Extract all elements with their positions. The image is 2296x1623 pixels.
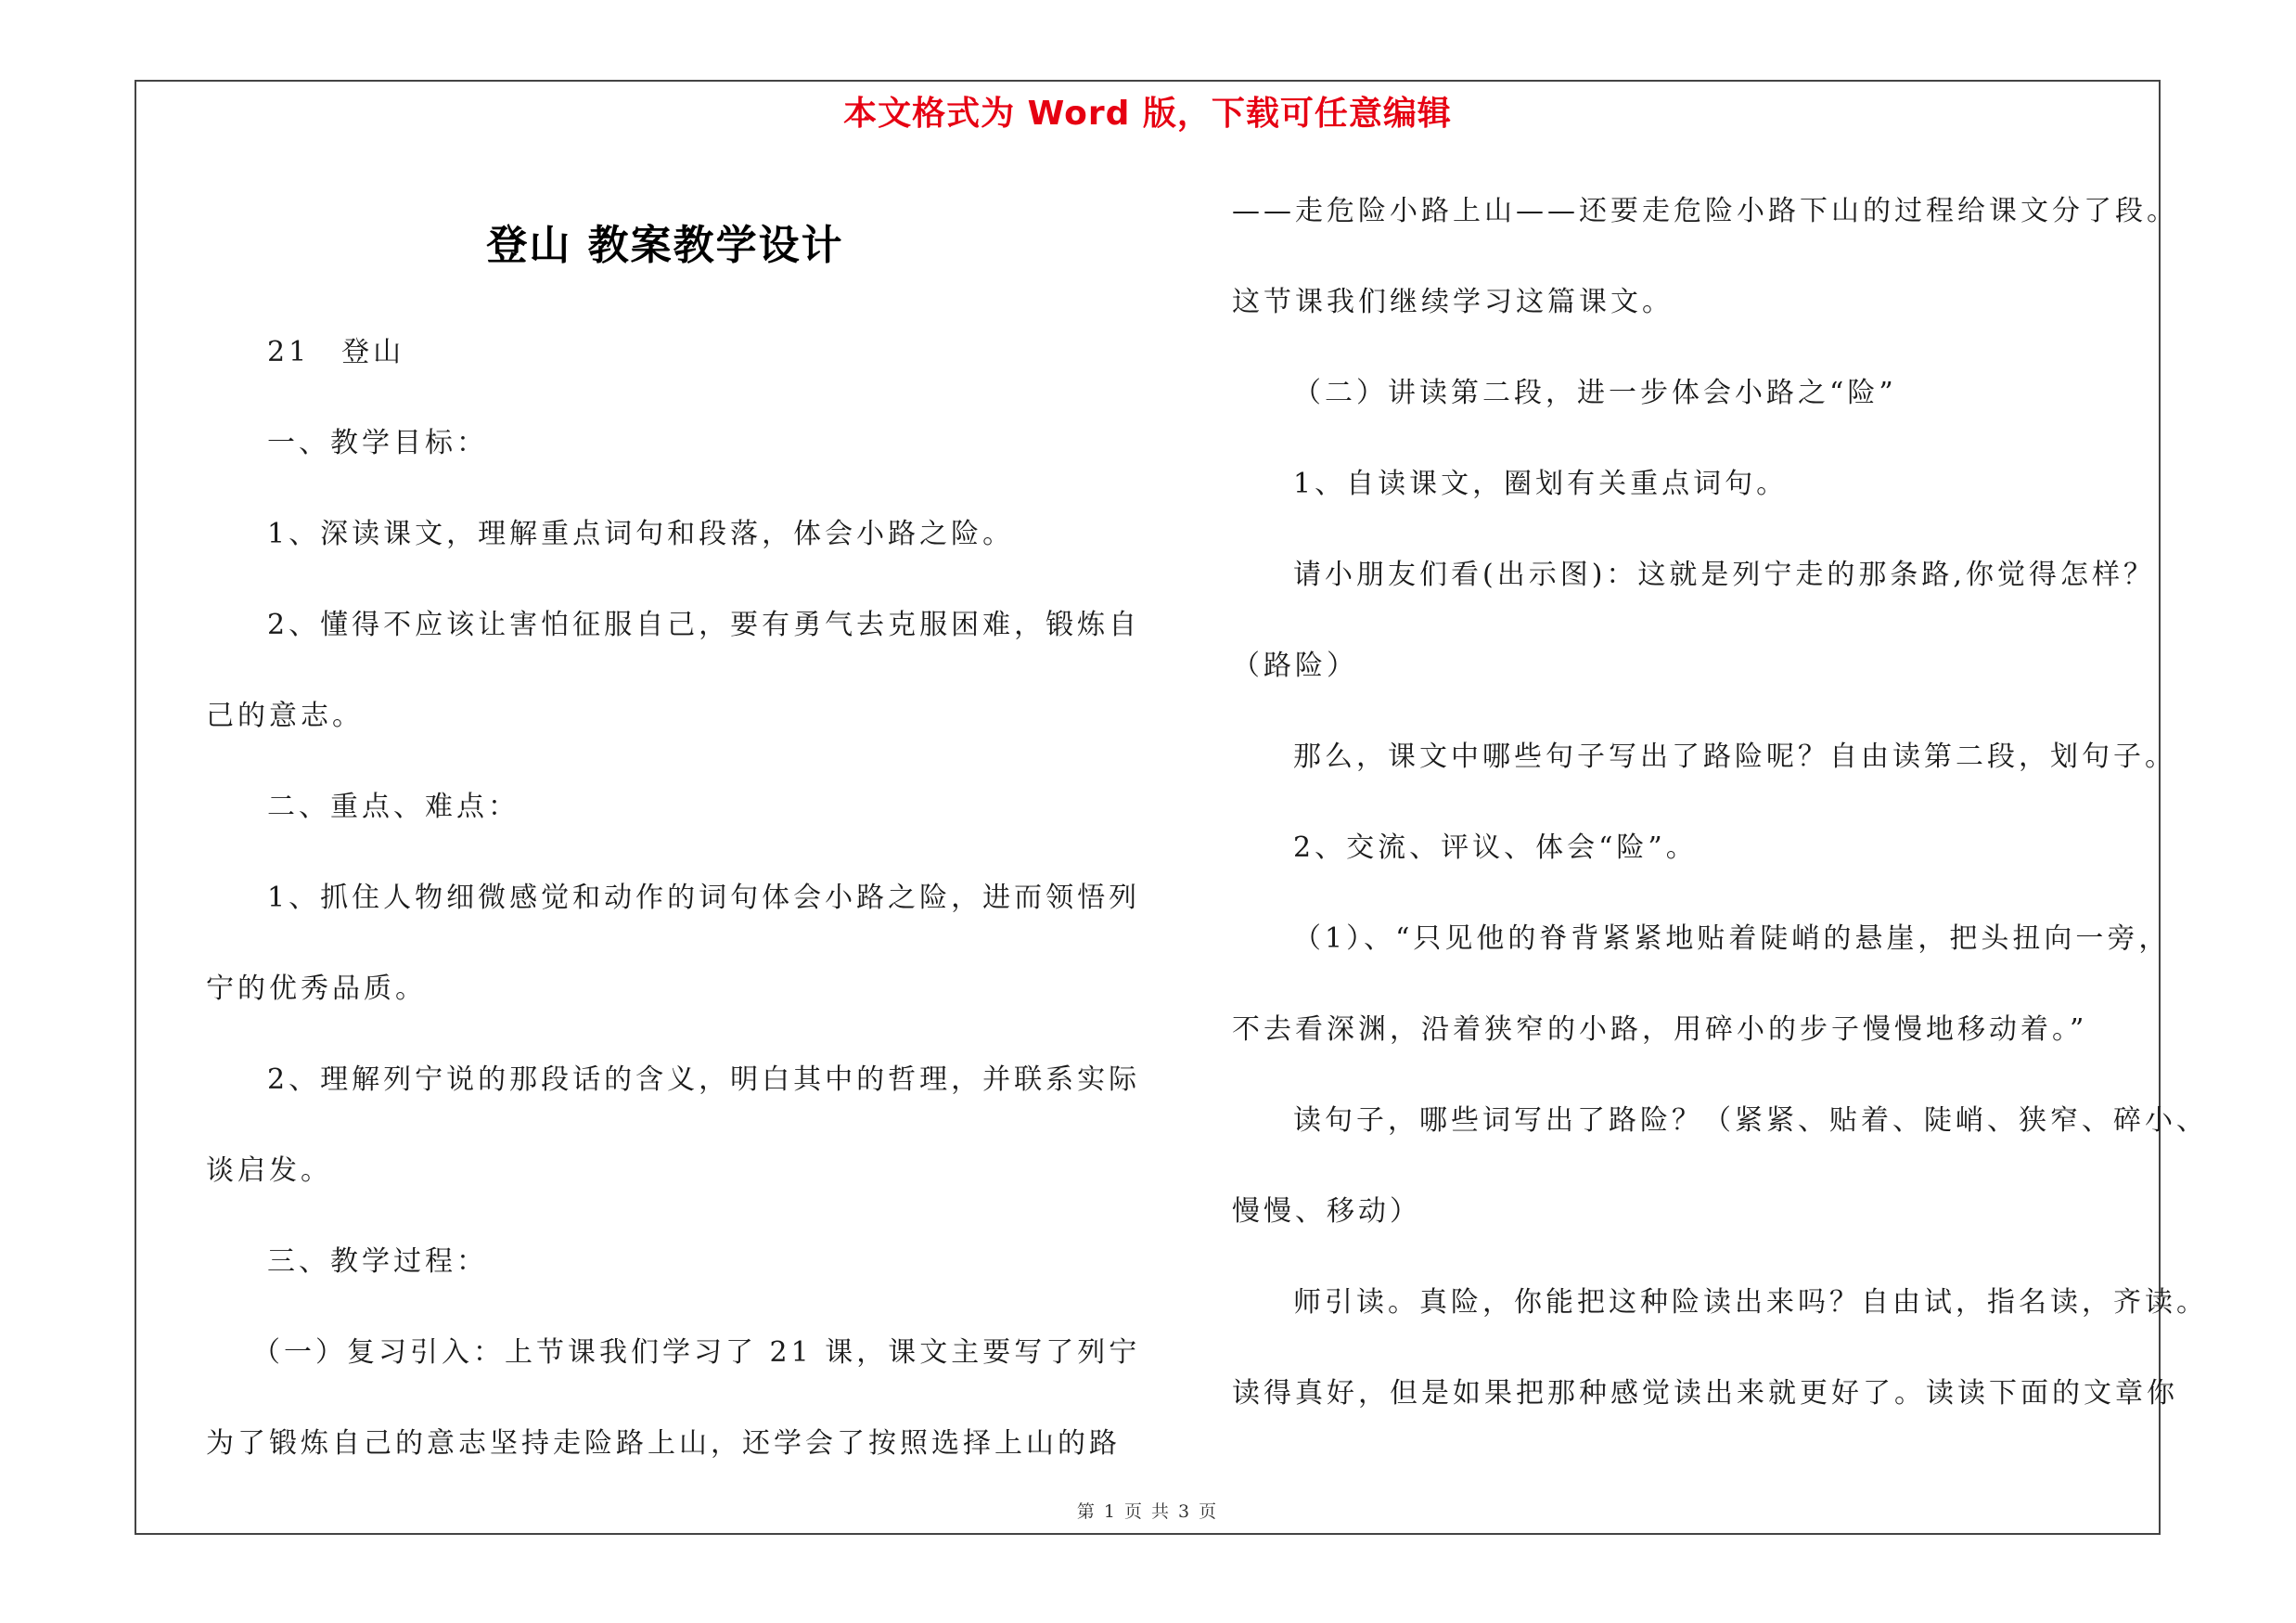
- paragraph-line: （路险）: [1232, 650, 1358, 682]
- section-heading-objectives: 一、教学目标：: [267, 427, 488, 459]
- quoted-sentence: （1）、“只见他的脊背紧紧地贴着陡峭的悬崖，把头扭向一旁，: [1293, 922, 2171, 955]
- lesson-heading: 21 登山: [267, 336, 405, 368]
- paragraph-line: 宁的优秀品质。: [206, 973, 427, 1005]
- paragraph-line: 1、抓住人物细微感觉和动作的词句体会小路之险，进而领悟列: [267, 882, 1141, 914]
- page-number-footer: 第 1 页 共 3 页: [1076, 1501, 1219, 1522]
- paragraph-line: 2、交流、评议、体会“险”。: [1293, 831, 1698, 864]
- paragraph-line: 1、深读课文，理解重点词句和段落，体会小路之险。: [267, 518, 1015, 550]
- paragraph-line: 那么，课文中哪些句子写出了路险呢？自由读第二段，划句子。: [1293, 741, 2176, 773]
- paragraph-line: 这节课我们继续学习这篇课文。: [1232, 286, 1674, 318]
- paragraph-line: 慢慢、移动）: [1232, 1195, 1421, 1228]
- section-heading-key-points: 二、重点、难点：: [267, 791, 519, 823]
- paragraph-line: 请小朋友们看(出示图)：这就是列宁走的那条路,你觉得怎样？: [1293, 559, 2155, 591]
- paragraph-line: 为了锻炼自己的意志坚持走险路上山，还学会了按照选择上山的路: [206, 1427, 1121, 1460]
- paragraph-line: 2、懂得不应该让害怕征服自己，要有勇气去克服困难，锻炼自: [267, 609, 1141, 641]
- paragraph-line: 谈启发。: [206, 1154, 332, 1187]
- paragraph-line: ——走危险小路上山——还要走危险小路下山的过程给课文分了段。: [1232, 195, 2178, 227]
- section-heading-process: 三、教学过程：: [267, 1245, 488, 1278]
- paragraph-line: 读得真好，但是如果把那种感觉读出来就更好了。读读下面的文章你: [1232, 1377, 2178, 1410]
- format-notice-banner: 本文格式为 Word 版，下载可任意编辑: [843, 95, 1452, 133]
- paragraph-line: 师引读。真险，你能把这种险读出来吗？自由试，指名读，齐读。: [1293, 1286, 2208, 1319]
- subsection-heading: （二）讲读第二段，进一步体会小路之“险”: [1293, 377, 1897, 409]
- quoted-sentence: 不去看深渊，沿着狭窄的小路，用碎小的步子慢慢地移动着。”: [1232, 1013, 2088, 1046]
- paragraph-line: 己的意志。: [206, 700, 364, 732]
- paragraph-line: 读句子，哪些词写出了路险？（紧紧、贴着、陡峭、狭窄、碎小、: [1293, 1104, 2208, 1137]
- paragraph-line: （一）复习引入：上节课我们学习了 21 课，课文主要写了列宁: [252, 1336, 1141, 1369]
- paragraph-line: 1、自读课文，圈划有关重点词句。: [1293, 468, 1789, 500]
- paragraph-line: 2、理解列宁说的那段话的含义，明白其中的哲理，并联系实际: [267, 1063, 1141, 1096]
- document-title: 登山 教案教学设计: [486, 222, 844, 269]
